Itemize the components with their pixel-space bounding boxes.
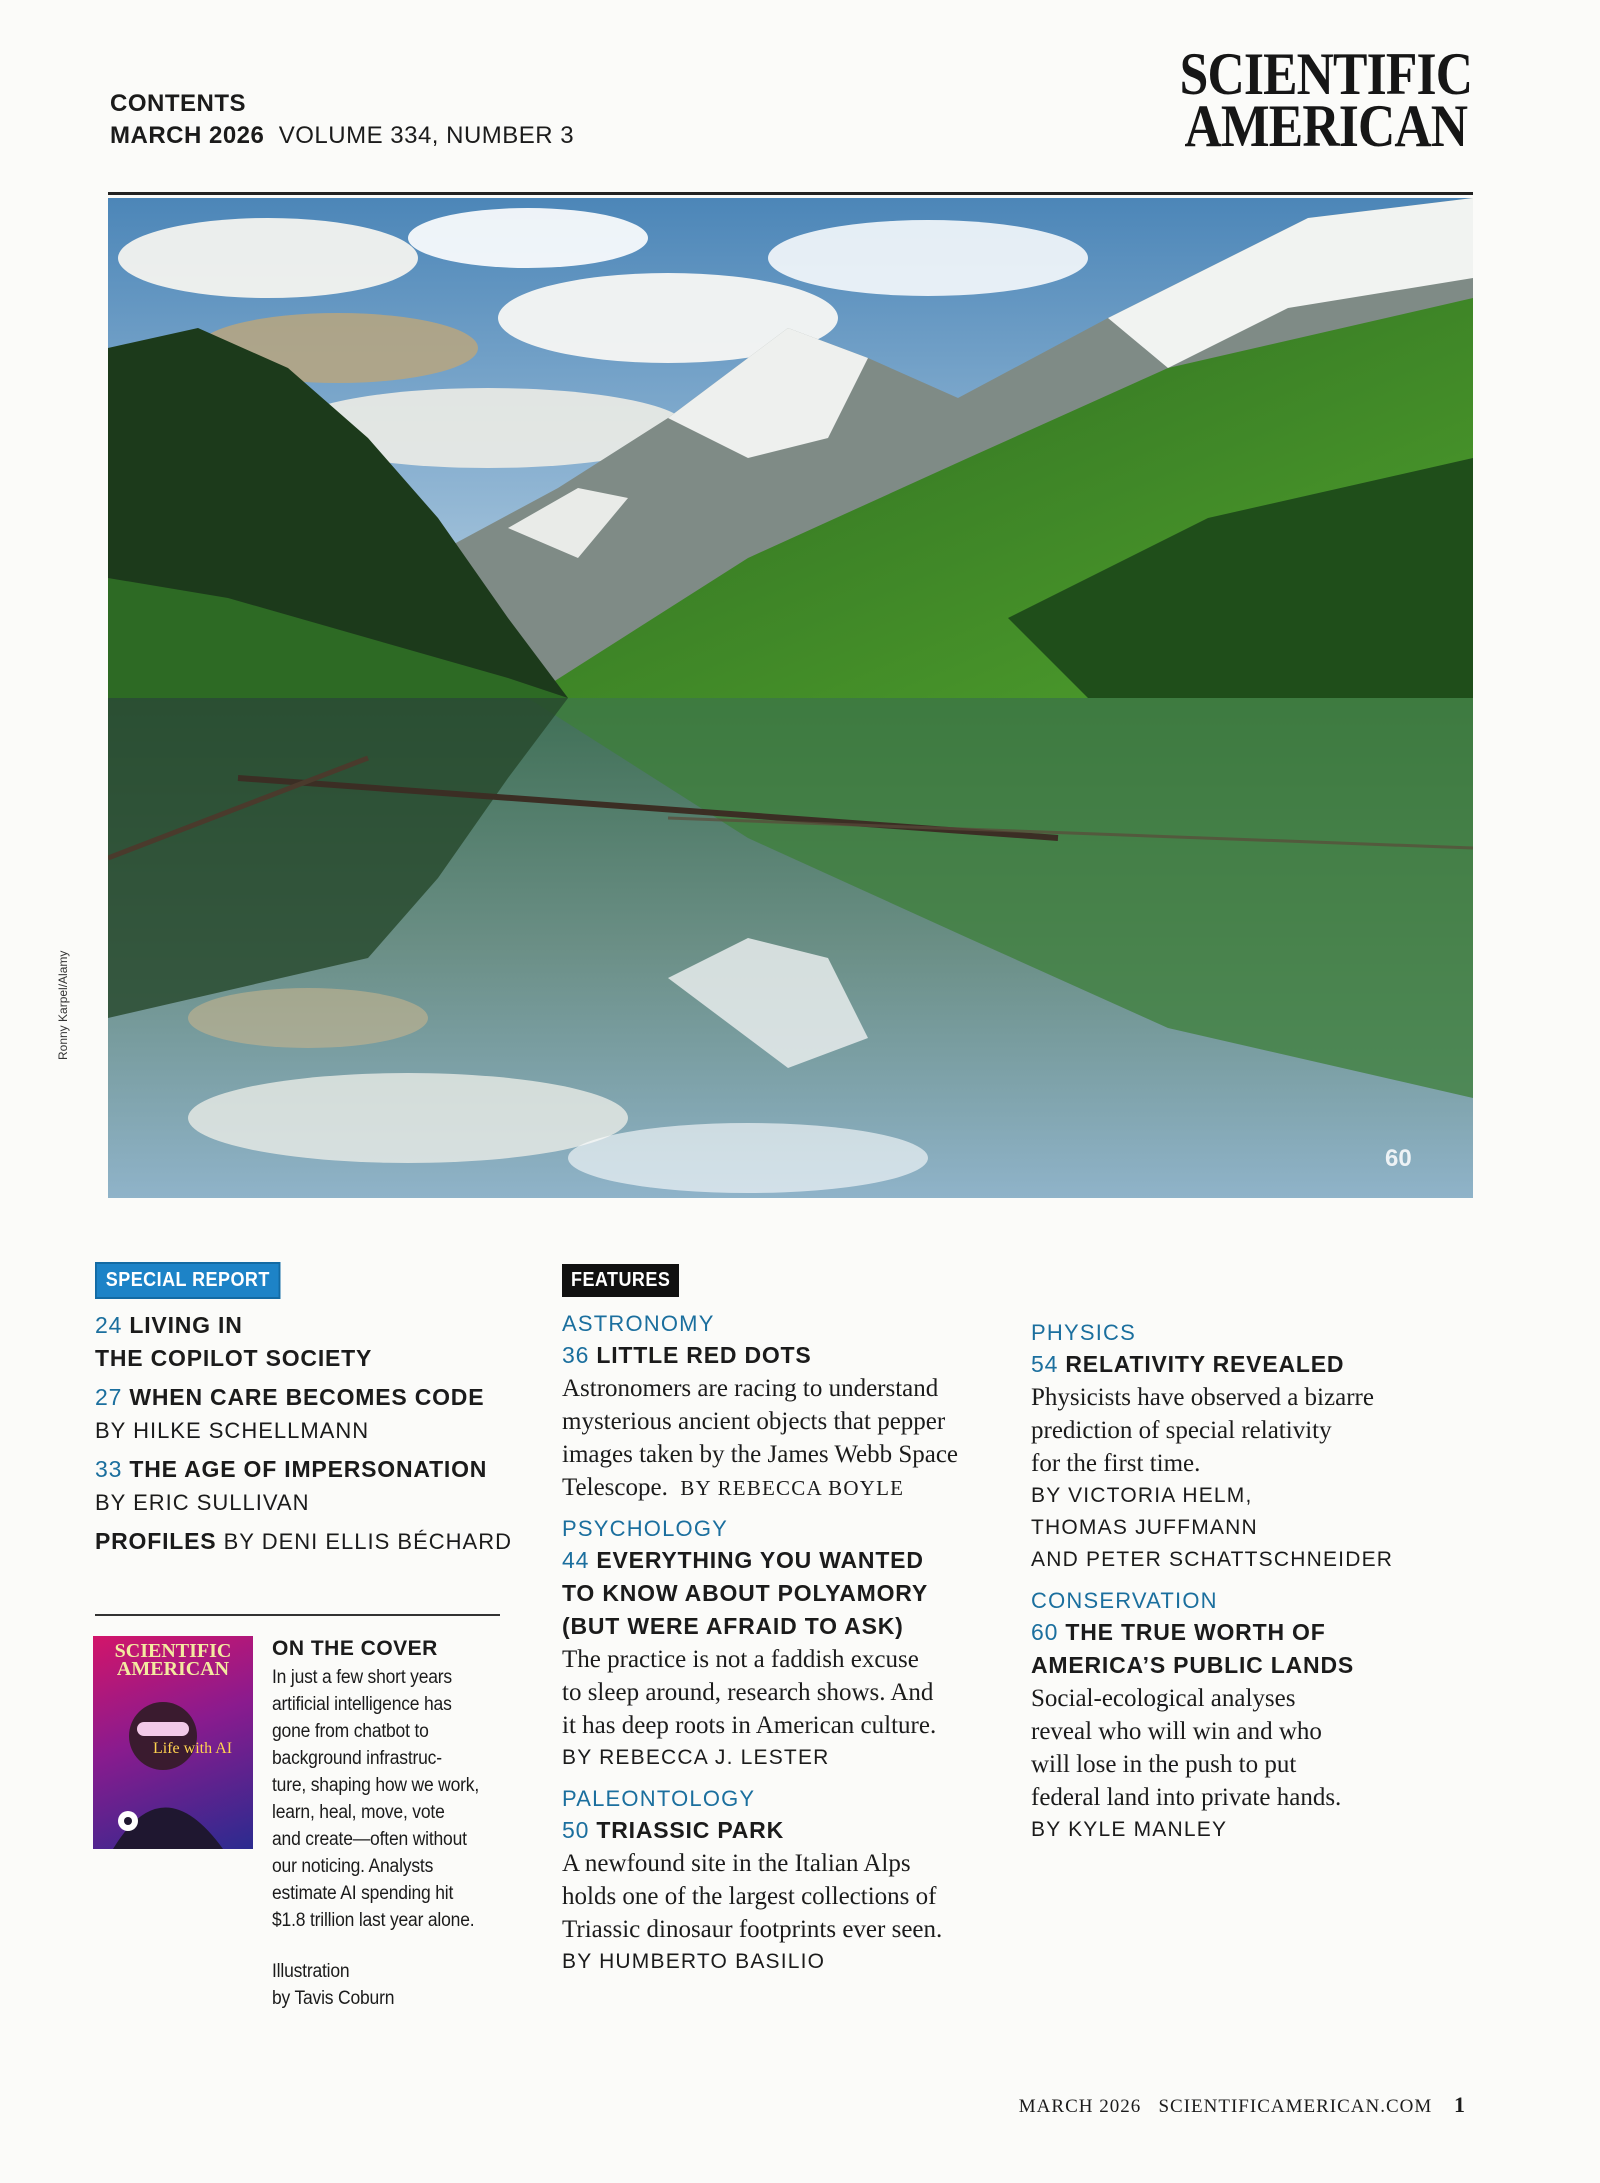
feature-title: 44 EVERYTHING YOU WANTED TO KNOW ABOUT POLYAMORY (BUT WERE AFRAID TO ASK) — [562, 1547, 928, 1639]
feature-byline: BY VICTORIA HELM, THOMAS JUFFMANN AND PETER SCHATTSCHNEIDER — [1031, 1484, 1394, 1571]
cover-mini-logo: SCIENTIFIC AMERICAN — [114, 1640, 232, 1680]
feature-category: ASTRONOMY — [562, 1311, 715, 1336]
contents-label: CONTENTS — [110, 90, 246, 117]
features-column-1 — [562, 1264, 1012, 1978]
cover-divider — [95, 1614, 500, 1616]
feature-description: Social-ecological analyses reveal who will win and who will lose in the push to put federal land into private hands. — [1031, 1685, 1342, 1811]
logo-line-2: AMERICAN — [1184, 93, 1468, 159]
issue-date: MARCH 2026 — [110, 122, 265, 149]
feature-60[interactable] — [1031, 1586, 1471, 1846]
masthead-info — [110, 88, 574, 152]
photo-credit: Ronny Karpel/Alamy — [56, 950, 70, 1060]
sr-item-33[interactable]: 33 THE AGE OF IMPERSONATION BY ERIC SULLIVAN — [95, 1456, 488, 1515]
magazine-logo — [1179, 41, 1472, 159]
special-report-badge: SPECIAL REPORT — [95, 1262, 281, 1299]
special-report-column — [95, 1262, 525, 1558]
page-footer — [1019, 2092, 1466, 2118]
feature-byline: BY KYLE MANLEY — [1031, 1818, 1228, 1841]
feature-36[interactable] — [562, 1309, 1012, 1504]
on-the-cover-heading: ON THE COVER — [272, 1637, 438, 1660]
logo-line-1: SCIENTIFIC — [1179, 41, 1472, 107]
sr-item-24[interactable]: 24 LIVING IN THE COPILOT SOCIETY — [95, 1312, 373, 1371]
header-rule — [108, 192, 1473, 195]
feature-54[interactable] — [1031, 1318, 1471, 1576]
feature-category: CONSERVATION — [1031, 1588, 1218, 1613]
lake-mountain-photo — [108, 198, 1473, 1198]
footer-date: MARCH 2026 — [1018, 2096, 1142, 2117]
sr-profiles[interactable]: PROFILES BY DENI ELLIS BÉCHARD — [95, 1528, 512, 1554]
feature-category: PHYSICS — [1031, 1320, 1136, 1345]
feature-title: 54 RELATIVITY REVEALED — [1031, 1351, 1345, 1377]
feature-description: A newfound site in the Italian Alps holds one of the largest collections of Triassic dinosaur footprints ever seen. — [562, 1850, 943, 1943]
feature-description: Astronomers are racing to understand mysterious ancient objects that pepper images taken by the James Webb Space Telescope. BY REBECCA BOYLE — [562, 1375, 959, 1501]
features-column-2 — [1031, 1318, 1471, 1846]
cover-thumbnail — [93, 1636, 253, 1849]
on-the-cover-text — [272, 1634, 522, 2012]
feature-title: 60 THE TRUE WORTH OF AMERICA’S PUBLIC LANDS — [1031, 1619, 1355, 1678]
feature-50[interactable] — [562, 1784, 1012, 1978]
features-badge: FEATURES — [562, 1264, 679, 1297]
feature-category: PSYCHOLOGY — [562, 1516, 729, 1541]
cover-mini-title: Life with AI — [153, 1740, 233, 1757]
feature-44[interactable] — [562, 1514, 1012, 1774]
feature-category: PALEONTOLOGY — [562, 1786, 756, 1811]
feature-description: The practice is not a faddish excuse to sleep around, research shows. And it has deep roots in American culture. — [562, 1646, 937, 1739]
page-number: 1 — [1454, 2092, 1466, 2117]
issue-line — [110, 120, 574, 152]
feature-title: 50 TRIASSIC PARK — [562, 1817, 784, 1843]
feature-byline: BY REBECCA J. LESTER — [562, 1746, 830, 1769]
feature-byline: BY REBECCA BOYLE — [680, 1476, 905, 1500]
sr-item-27[interactable]: 27 WHEN CARE BECOMES CODE BY HILKE SCHELLMANN — [95, 1384, 485, 1443]
footer-site[interactable]: SCIENTIFICAMERICAN.COM — [1158, 2096, 1433, 2117]
on-the-cover-body: In just a few short years artificial intelligence has gone from chatbot to background infrastruc- ture, shaping how we work, learn, heal, move, vote and create—often without our noticing. Analysts estimate AI spending hit $1.8 trillion last year alone. Illustration by Tavis Coburn — [272, 1667, 480, 2009]
issue-volume: VOLUME 334, NUMBER 3 — [278, 122, 575, 149]
feature-byline: BY HUMBERTO BASILIO — [562, 1950, 826, 1973]
feature-description: Physicists have observed a bizarre prediction of special relativity for the first time. — [1031, 1384, 1374, 1477]
feature-title: 36 LITTLE RED DOTS — [562, 1342, 812, 1368]
photo-page-ref: 60 — [1385, 1145, 1412, 1172]
landscape-illustration — [108, 198, 1473, 1198]
